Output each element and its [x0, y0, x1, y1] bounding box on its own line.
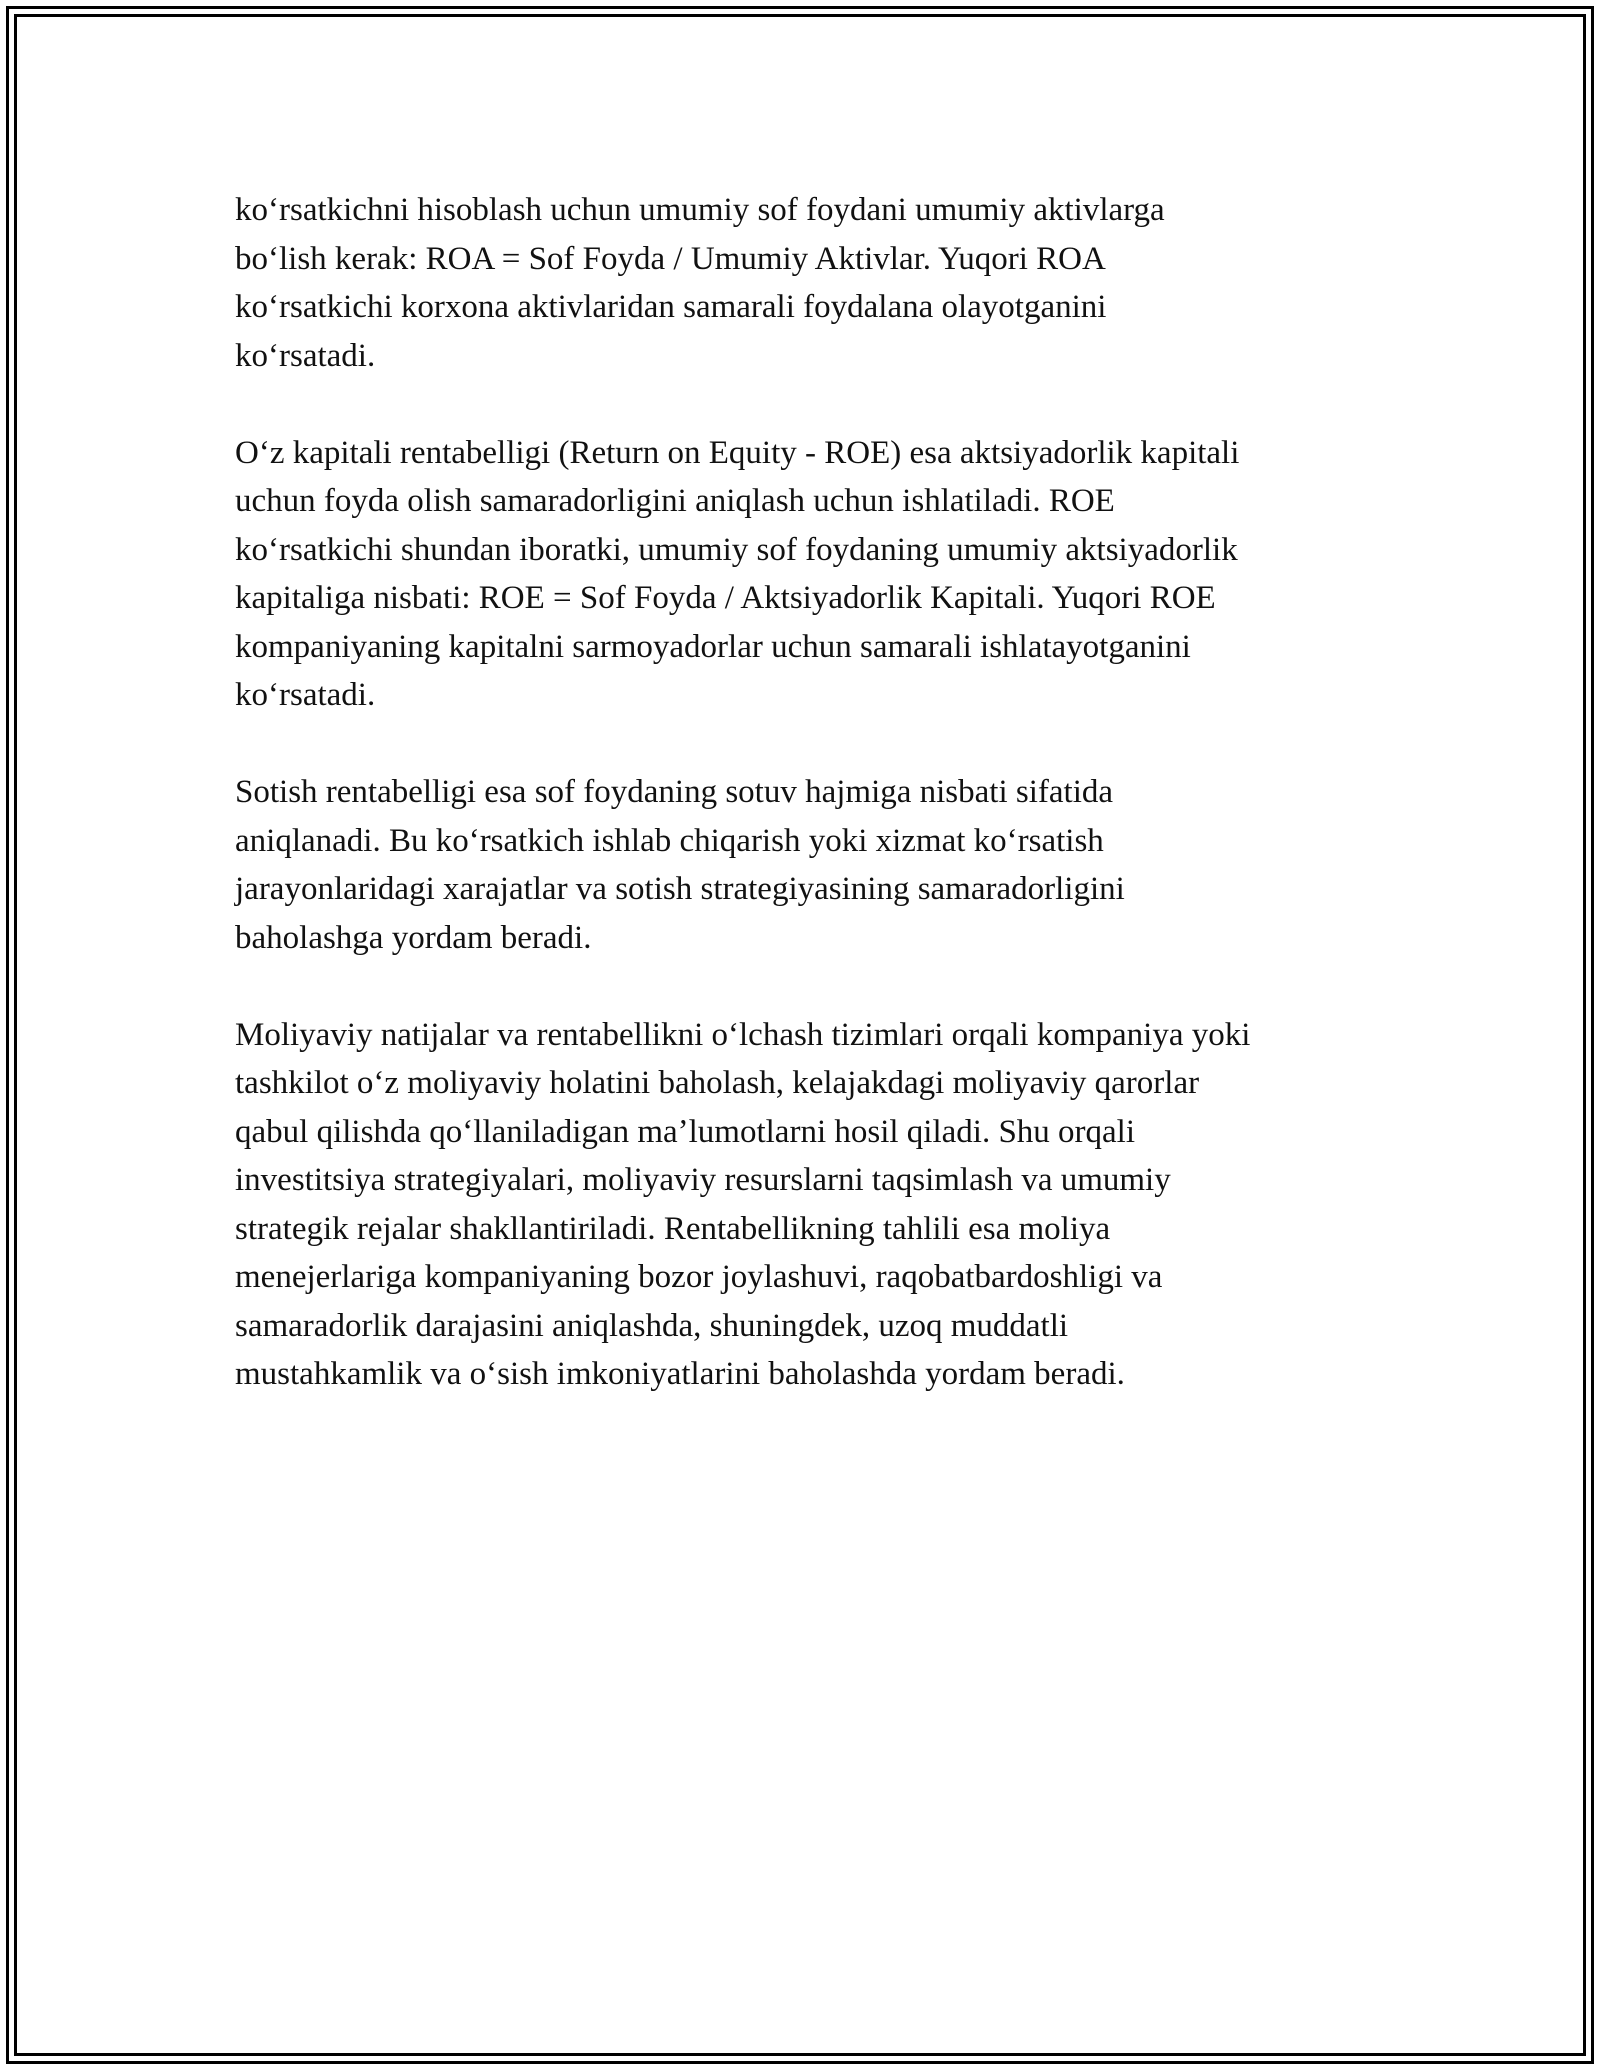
text-line: koʻrsatadi.	[235, 677, 376, 713]
paragraph-sales-profitability	[235, 768, 1385, 962]
text-line: menejerlariga kompaniyaning bozor joylashuvi, raqobatbardoshligi va	[235, 1259, 1163, 1295]
text-line: samaradorlik darajasini aniqlashda, shuningdek, uzoq muddatli	[235, 1307, 1069, 1344]
text-line: strategik rejalar shakllantiriladi. Rentabellikning tahlili esa moliya	[235, 1210, 1111, 1247]
text-line: investitsiya strategiyalari, moliyaviy resurslarni taqsimlash va umumiy	[235, 1162, 1171, 1198]
text-line: boʻlish kerak: ROA = Sof Foyda / Umumiy Aktivlar. Yuqori ROA	[235, 240, 1106, 277]
document-body	[235, 186, 1385, 1447]
text-line: mustahkamlik va oʻsish imkoniyatlarini baholashda yordam beradi.	[235, 1356, 1125, 1392]
text-line: koʻrsatkichni hisoblash uchun umumiy sof foydani umumiy aktivlarga	[235, 192, 1165, 228]
text-line: koʻrsatadi.	[235, 337, 376, 374]
text-line: qabul qilishda qoʻllaniladigan maʼlumotlarni hosil qiladi. Shu orqali	[235, 1113, 1136, 1150]
text-line: kompaniyaning kapitalni sarmoyadorlar uchun samarali ishlatayotganini	[235, 628, 1191, 665]
text-line: Oʻz kapitali rentabelligi (Return on Equity - ROE) esa aktsiyadorlik kapitali	[235, 434, 1240, 471]
text-line: baholashga yordam beradi.	[235, 919, 592, 956]
text-line: kapitaliga nisbati: ROE = Sof Foyda / Aktsiyadorlik Kapitali. Yuqori ROE	[235, 580, 1216, 616]
text-line: Moliyaviy natijalar va rentabellikni oʻlchash tizimlari orqali kompaniya yoki	[235, 1016, 1251, 1053]
paragraph-conclusion	[235, 1011, 1385, 1399]
text-line: koʻrsatkichi shundan iboratki, umumiy sof foydaning umumiy aktsiyadorlik	[235, 531, 1238, 568]
paragraph-roa	[235, 186, 1385, 380]
text-line: tashkilot oʻz moliyaviy holatini baholash, kelajakdagi moliyaviy qarorlar	[235, 1065, 1200, 1101]
text-line: jarayonlaridagi xarajatlar va sotish strategiyasining samaradorligini	[235, 871, 1125, 907]
text-line: aniqlanadi. Bu koʻrsatkich ishlab chiqarish yoki xizmat koʻrsatish	[235, 822, 1104, 859]
text-line: koʻrsatkichi korxona aktivlaridan samarali foydalana olayotganini	[235, 289, 1107, 325]
text-line: uchun foyda olish samaradorligini aniqlash uchun ishlatiladi. ROE	[235, 483, 1115, 519]
paragraph-roe	[235, 429, 1385, 720]
text-line: Sotish rentabelligi esa sof foydaning sotuv hajmiga nisbati sifatida	[235, 774, 1114, 810]
